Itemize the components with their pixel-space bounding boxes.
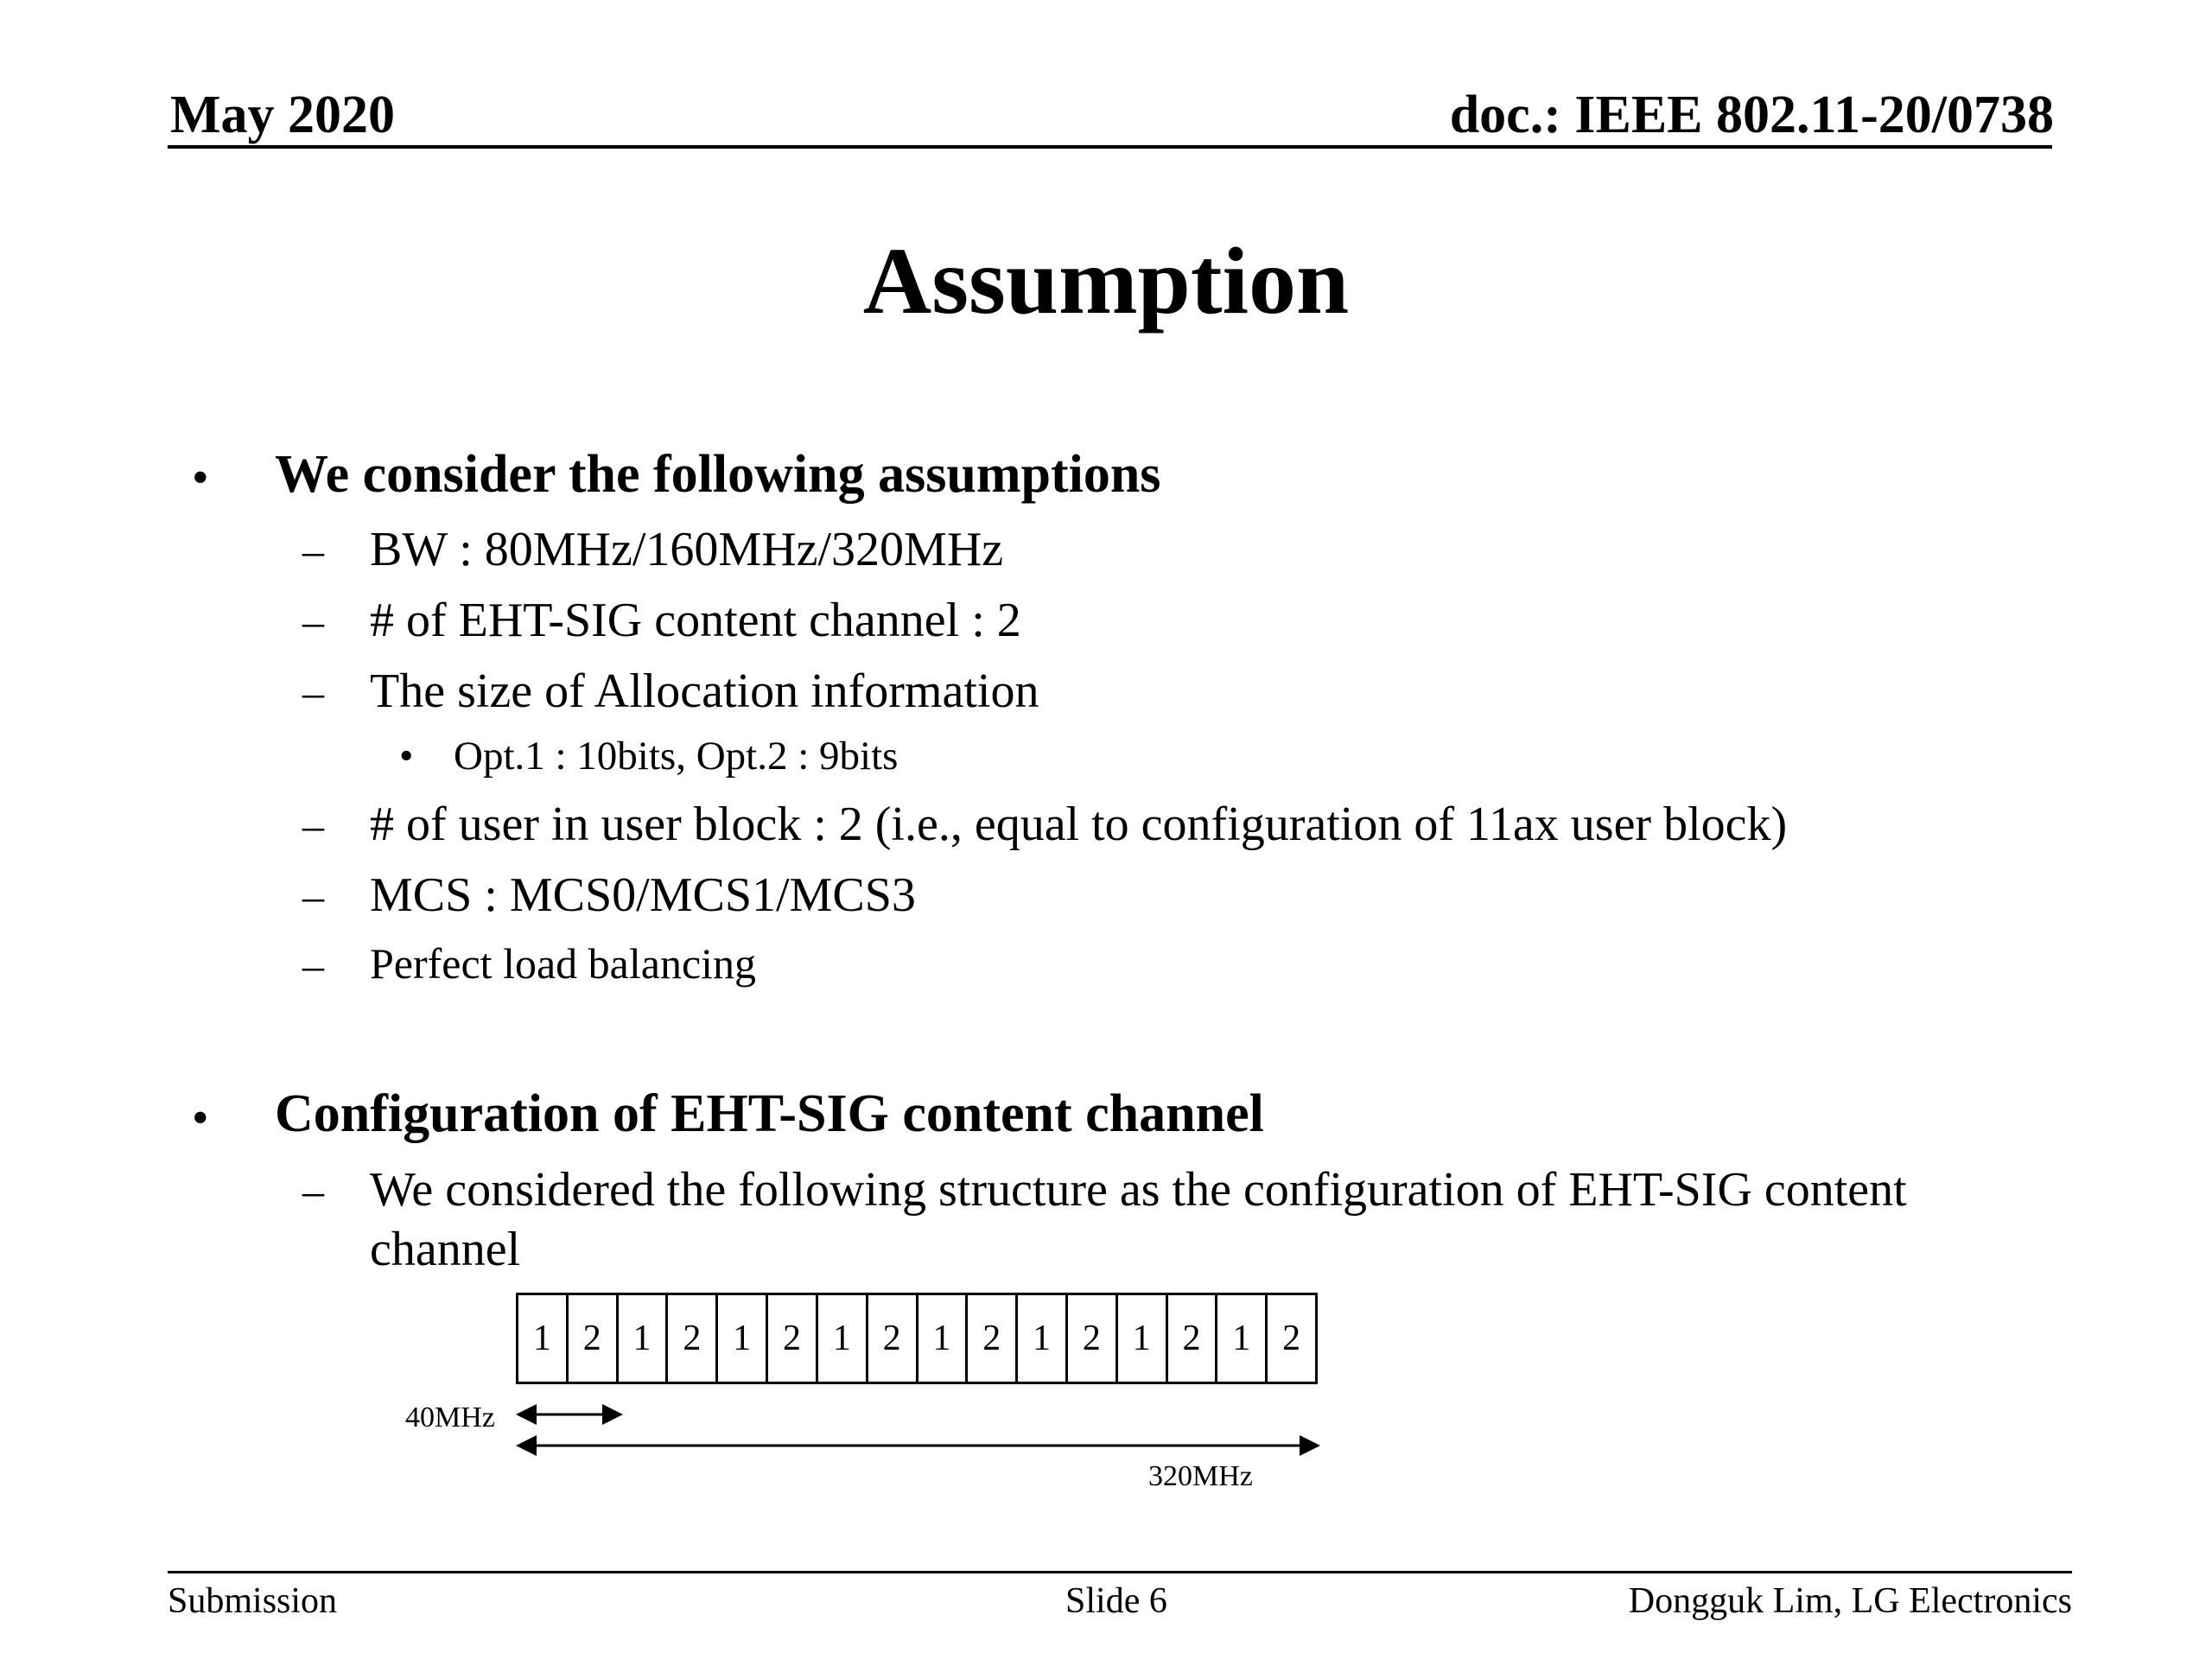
channel-cell: 2 (1282, 1319, 1301, 1358)
section1-heading: We consider the following assumptions (275, 445, 1161, 504)
list-item: # of EHT-SIG content channel : 2 (370, 594, 1021, 647)
channel-cell: 2 (1168, 1295, 1218, 1382)
channel-cell: 1 (619, 1295, 669, 1382)
channel-cell: 2 (868, 1295, 918, 1382)
footer-submission: Submission (168, 1581, 338, 1621)
dash-icon: – (302, 668, 324, 716)
list-item: BW : 80MHz/160MHz/320MHz (370, 523, 1004, 576)
channel-cell: 2 (569, 1295, 619, 1382)
dash-icon: – (302, 526, 324, 575)
bullet-icon: • (399, 734, 414, 779)
footer-author: Dongguk Lim, LG Electronics (1628, 1581, 2072, 1621)
dash-icon: – (302, 801, 324, 849)
header-date: May 2020 (170, 86, 396, 144)
footer-slide-number: Slide 6 (1065, 1581, 1167, 1621)
bullet-icon: • (192, 1091, 209, 1145)
channel-cell: 1 (1018, 1295, 1068, 1382)
channel-cell: 1 (718, 1295, 768, 1382)
section2-heading: Configuration of EHT-SIG content channel (275, 1084, 1264, 1143)
list-item: Perfect load balancing (370, 939, 757, 988)
channel-cell: 2 (668, 1295, 718, 1382)
header-doc-id: doc.: IEEE 802.11-20/0738 (1449, 86, 2054, 144)
dash-icon: – (302, 1166, 324, 1215)
channel-cell: 2 (768, 1295, 818, 1382)
bullet-icon: • (192, 451, 209, 505)
channel-cell: 2 (1068, 1295, 1118, 1382)
label-320mhz: 320MHz (1148, 1460, 1253, 1492)
channel-cell: 1 (918, 1295, 969, 1382)
list-item: # of user in user block : 2 (i.e., equal to configuration of 11ax user block) (370, 798, 1788, 851)
channel-cell: 2 (968, 1295, 1018, 1382)
label-40mhz: 40MHz (405, 1402, 495, 1433)
dash-icon: – (302, 941, 324, 989)
slide-title: Assumption (862, 228, 1350, 334)
list-item-continuation: channel (370, 1223, 521, 1276)
channel-cell: 1 (1118, 1295, 1168, 1382)
footer-divider (168, 1571, 2072, 1573)
list-item: The size of Allocation information (370, 664, 1039, 718)
channel-cell: 1 (818, 1295, 868, 1382)
sub-list-item: Opt.1 : 10bits, Opt.2 : 9bits (454, 734, 899, 779)
dash-icon: – (302, 597, 324, 645)
channel-cell: 1 (1217, 1295, 1268, 1382)
channel-cell: 1 (518, 1295, 569, 1382)
list-item: MCS : MCS0/MCS1/MCS3 (370, 868, 916, 922)
dash-icon: – (302, 872, 324, 920)
list-item: We considered the following structure as the configuration of EHT-SIG content (370, 1163, 1907, 1217)
